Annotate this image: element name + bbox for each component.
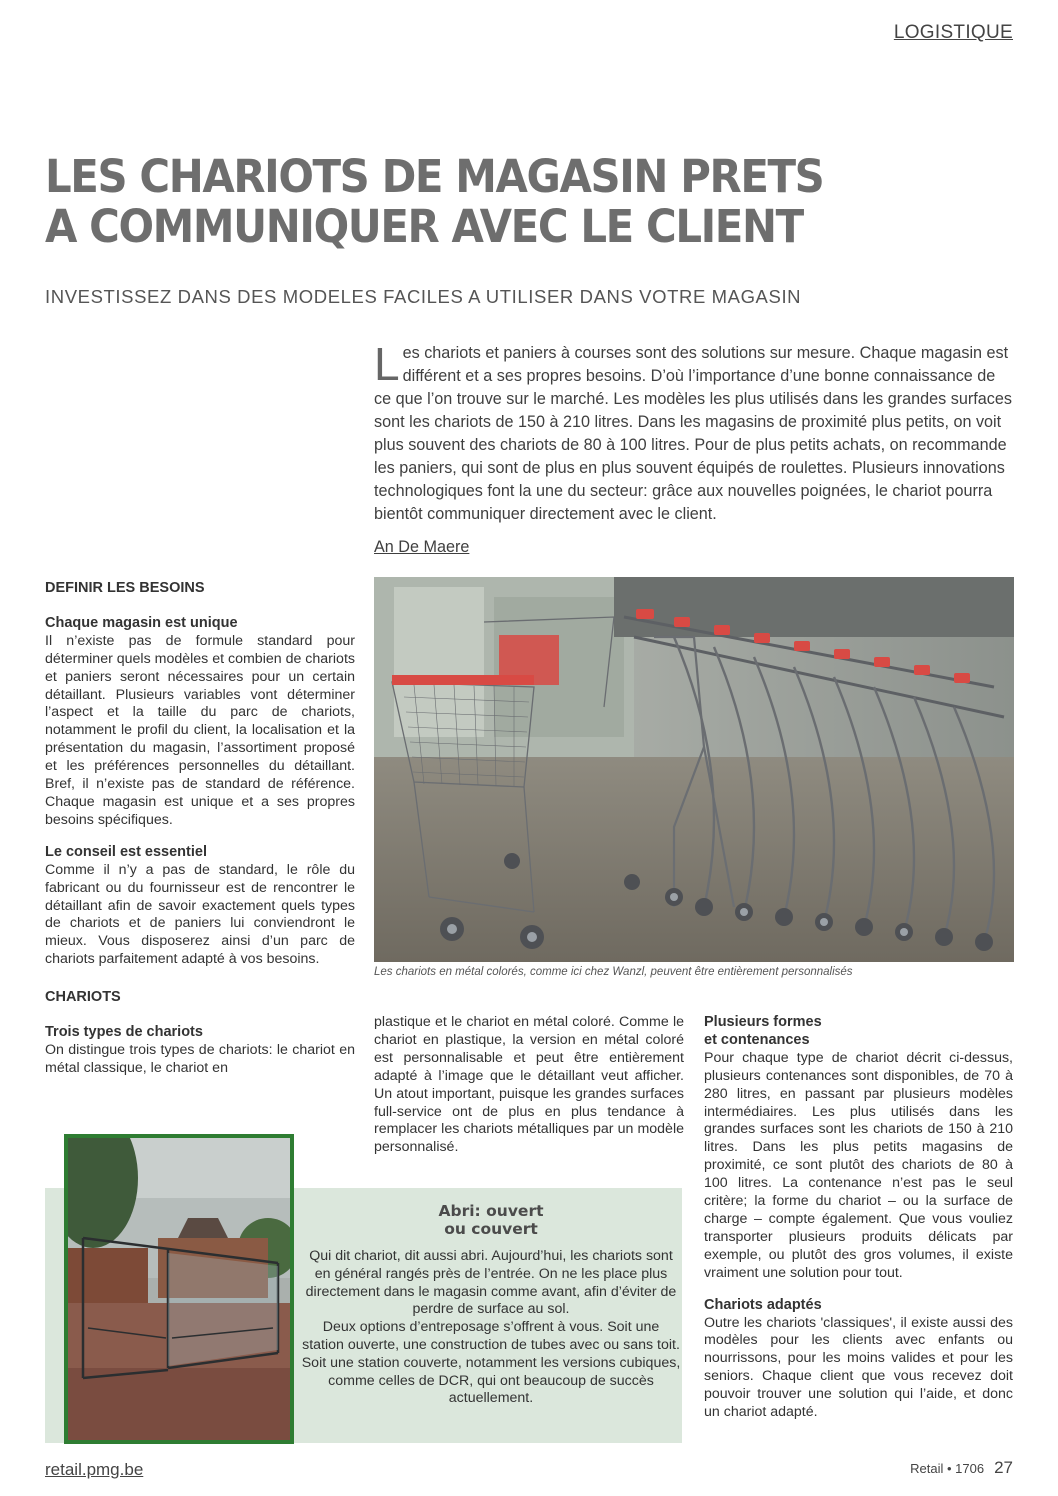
carts-illustration (374, 577, 1014, 962)
title-line-1: LES CHARIOTS DE MAGASIN PRETS (45, 150, 824, 203)
sidebox-paragraph-2: Deux options d’entreposage s’offrent à vous. Soit une station ouverte, une construction de tubes avec ou sans toit. Soit une station couverte, notamment les versions cubiques, comme celles de DCR, qui ont beaucoup de succès actuellement. (301, 1319, 681, 1407)
column-left (45, 580, 355, 1092)
section-heading-chariots: CHARIOTS (45, 989, 121, 1006)
intro-text: es chariots et paniers à courses sont des solutions sur mesure. Chaque magasin est différent et a ses propres besoins. D’où l’importance d’une bonne connaissance de ce que l’on trouve sur le marché. Les modèles les plus utilisés dans les grandes surfaces sont les chariots de 150 à 210 litres. Dans les magasins de proximité plus petits, on voit plus souvent des chariots de 80 à 100 litres. Pour de plus petits achats, on recommande les paniers, qui sont de plus en plus souvent équipés de roulettes. Plusieurs innovations technologiques font la une du secteur: grâce aux nouvelles poignées, le chariot pourra bientôt communiquer directement avec le client. (374, 344, 1012, 523)
subheading-adaptes: Chariots adaptés (704, 1296, 822, 1313)
paragraph-metal-colore: plastique et le chariot en métal coloré. Comme le chariot en plastique, la version en métal coloré est personnalisable et peut être entièrement adapté à l’image que le détaillant veut afficher. Un atout important, puisque les grandes surfaces full-service ont de plus en plus tendance à remplacer les chariots métalliques par un modèle personnalisé. (374, 1014, 684, 1156)
section-heading-besoins: DEFINIR LES BESOINS (45, 580, 205, 596)
sidebox-paragraph-1: Qui dit chariot, dit aussi abri. Aujourd’hui, les chariots sont en général rangés près de l’entrée. On ne les place plus directement dans le magasin comme avant, afin d’éviter de perdre de surface au sol. (305, 1248, 677, 1318)
subheading-conseil: Le conseil est essentiel (45, 843, 207, 860)
author-byline[interactable]: An De Maere (374, 538, 470, 556)
subtitle: INVESTISSEZ DANS DES MODELES FACILES A UTILISER DANS VOTRE MAGASIN (45, 286, 802, 307)
issue-label: Retail • 1706 (910, 1461, 985, 1476)
subheading-formes: Plusieurs formes (704, 1014, 822, 1030)
paragraph-formes: Pour chaque type de chariot décrit ci-dessus, plusieurs contenances sont disponibles, de 70 à 280 litres, en passant par plusieurs modèles intermédiaires. Les plus utilisés dans les grandes surfaces sont les chariots de 150 à 210 litres. Dans les plus petits magasins de proximité, ce sont plutôt des chariots de 80 à 100 litres. La contenance n’est pas le seul critère; la forme du chariot – ou la surface de charge – compte également. Que vous vouliez transporter plusieurs produits délicats par exemple, ou plutôt des gros volumes, il existe vraiment une solution pour tout. (704, 1049, 1013, 1281)
paragraph-adaptes: Outre les chariots 'classiques', il existe aussi des modèles pour les clients avec enfants ou nourrissons, pour les moins valides et pour les seniors. Chaque client que vous recevez doit pouvoir trouver une solution qui l’aide, et donc un chariot adapté. (704, 1314, 1013, 1421)
footer-website-link[interactable]: retail.pmg.be (45, 1460, 144, 1479)
paragraph-types: On distingue trois types de chariots: le chariot en métal classique, le chariot en (45, 1041, 355, 1076)
subheading-unique: Chaque magasin est unique (45, 614, 238, 631)
paragraph-unique: Il n’existe pas de formule standard pour déterminer quels modèles et combien de chariots et paniers seront nécessaires pour un certain détaillant. Plusieurs variables vont déterminer l’aspect et la taille du parc de chariots, notamment le profil du client, la localisation et la présentation du magasin, l’assortiment proposé et les préférences personnelles du détaillant. Bref, il n’existe pas de standard de référence. Chaque magasin est unique et a ses propres besoins spécifiques. (45, 632, 355, 828)
sidebox-title (300, 1202, 682, 1238)
sidebox-title-line-2: ou couvert (444, 1220, 538, 1238)
footer-issue (910, 1458, 1013, 1478)
sidebox-text (300, 1248, 682, 1408)
cart-shelter-photo (64, 1134, 294, 1444)
shelter-illustration (68, 1138, 290, 1440)
column-middle (374, 1014, 684, 1171)
title-line-2: A COMMUNIQUER AVEC LE CLIENT (45, 200, 803, 253)
shopping-carts-photo (374, 577, 1014, 962)
drop-cap: L (374, 338, 400, 390)
paragraph-conseil: Comme il n’y a pas de standard, le rôle du fabricant ou du fournisseur est de rencontrer le détaillant afin de savoir exactement quels types de chariots et de paniers lui conviendront le mieux. Vous disposerez ainsi d’un parc de chariots parfaitement adapté à vos besoins. (45, 861, 355, 968)
sidebox-title-line-1: Abri: ouvert (438, 1202, 544, 1220)
intro-paragraph (374, 338, 1014, 526)
section-label: LOGISTIQUE (893, 22, 1013, 43)
subheading-contenances: et contenances (704, 1031, 810, 1048)
page-number: 27 (994, 1458, 1013, 1477)
photo-caption: Les chariots en métal colorés, comme ici chez Wanzl, peuvent être entièrement personnalisés (374, 966, 853, 978)
column-right (704, 1014, 1013, 1436)
subheading-types: Trois types de chariots (45, 1024, 203, 1041)
page-title (45, 150, 824, 253)
